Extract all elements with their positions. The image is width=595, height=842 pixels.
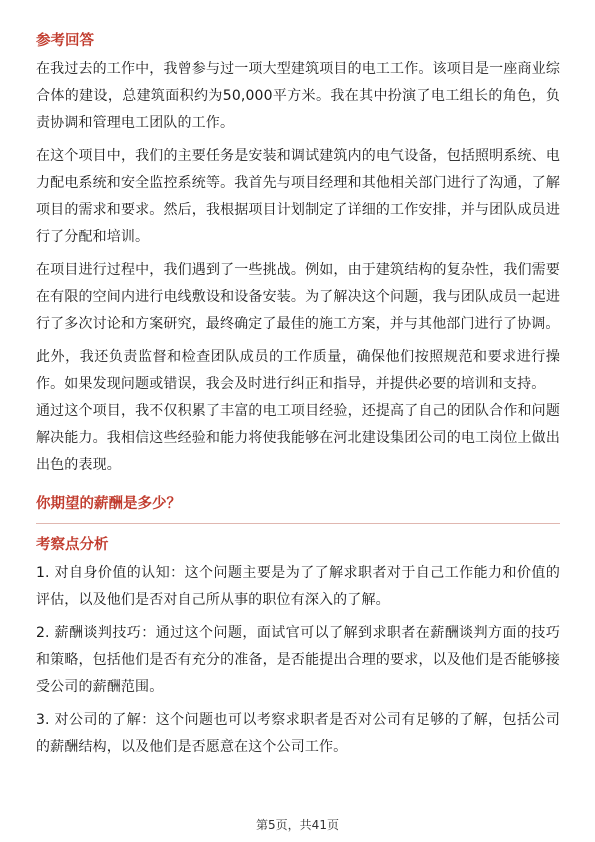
- answer-paragraph: 在项目进行过程中，我们遇到了一些挑战。例如，由于建筑结构的复杂性，我们需要在有限的空间内进行电线敷设和设备安装。为了解决这个问题，我与团队成员一起进行了多次讨论和方案研究，最终确定了最佳的施工方案，并与其他部门进行了协调。: [36, 262, 560, 332]
- page-number-footer: 第5页，共41页: [256, 818, 339, 832]
- analysis-point: 3. 对公司的了解：这个问题也可以考察求职者是否对公司有足够的了解，包括公司的薪酬结构，以及他们是否愿意在这个公司工作。: [36, 712, 560, 755]
- analysis-point: 2. 薪酬谈判技巧：通过这个问题，面试官可以了解到求职者在薪酬谈判方面的技巧和策略，包括他们是否有充分的准备，是否能提出合理的要求，以及他们是否能够接受公司的薪酬范围。: [36, 625, 560, 695]
- analysis-point: 1. 对自身价值的认知：这个问题主要是为了了解求职者对于自己工作能力和价值的评估，以及他们是否对自己所从事的职位有深入的了解。: [36, 565, 560, 608]
- answer-paragraph: 此外，我还负责监督和检查团队成员的工作质量，确保他们按照规范和要求进行操作。如果发现问题或错误，我会及时进行纠正和指导，并提供必要的培训和支持。: [36, 349, 560, 392]
- reference-answer-heading: 参考回答: [36, 33, 94, 49]
- question-title: 你期望的薪酬是多少？: [36, 496, 181, 512]
- document-page: [36, 30, 560, 761]
- section-divider: [36, 523, 560, 524]
- answer-paragraph: 在这个项目中，我们的主要任务是安装和调试建筑内的电气设备，包括照明系统、电力配电系统和安全监控系统等。我首先与项目经理和其他相关部门进行了沟通，了解项目的需求和要求。然后，我根据项目计划制定了详细的工作安排，并与团队成员进行了分配和培训。: [36, 148, 560, 245]
- answer-paragraph: 在我过去的工作中，我曾参与过一项大型建筑项目的电工工作。该项目是一座商业综合体的建设，总建筑面积约为50,000平方米。我在其中扮演了电工组长的角色，负责协调和管理电工团队的工作。: [36, 61, 560, 131]
- analysis-heading: 考察点分析: [36, 537, 109, 553]
- answer-paragraph: 通过这个项目，我不仅积累了丰富的电工项目经验，还提高了自己的团队合作和问题解决能力。我相信这些经验和能力将使我能够在河北建设集团公司的电工岗位上做出出色的表现。: [36, 403, 560, 473]
